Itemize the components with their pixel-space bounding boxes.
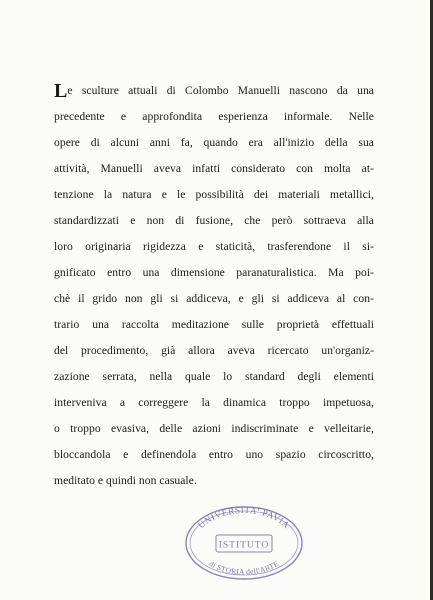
line-text: e sculture attuali di Colombo Manuelli nascono da una: [67, 84, 374, 97]
stamp-top-text: UNIVERSITA' PAVIA: [196, 504, 292, 531]
paragraph-line-8: gnificato entro una dimensione paranaturalistica. Ma poi-: [54, 266, 374, 279]
paragraph-line-2: precedente e approfondita esperienza informale. Nelle: [54, 110, 374, 123]
paragraph-line-11: del procedimento, già allora aveva ricercato un'organiz-: [54, 344, 374, 357]
paragraph-line-13: interveniva a correggere la dinamica troppo impetuosa,: [54, 396, 374, 409]
stamp-center-text: ISTITUTO: [218, 540, 270, 551]
paragraph-line-7: loro originaria rigidezza e staticità, trasferendone il si-: [54, 240, 374, 253]
paragraph-line-15: bloccandola e definendola entro uno spazio circoscritto,: [54, 448, 374, 461]
paragraph-line-5: tenzione la natura e le possibilità dei materiali metallici,: [54, 188, 374, 201]
stamp-seal: [180, 503, 308, 581]
paragraph-line-1: [54, 78, 374, 104]
paragraph-line-10: trario una raccolta meditazione sulle proprietà effettuali: [54, 318, 374, 331]
paragraph-line-14: o troppo evasiva, delle azioni indiscriminate e velleitarie,: [54, 422, 374, 435]
paragraph-line-3: opere di alcuni anni fa, quando era all'inizio della sua: [54, 136, 374, 149]
paragraph-line-6: standardizzati e non di fusione, che però sottraeva alla: [54, 214, 374, 227]
paragraph-line-12: zazione serrata, nella quale lo standard degli elementi: [54, 370, 374, 383]
paragraph-line-9: chè il grido non gli si addiceva, e gli si addiceva al con-: [54, 292, 374, 305]
drop-cap: L: [54, 80, 68, 102]
paragraph-line-4: attività, Manuelli aveva infatti considerato con molta at-: [54, 162, 374, 175]
body-paragraph: [54, 78, 374, 494]
library-stamp: [180, 503, 308, 581]
stamp-bottom-text: di STORIA dell'ARTE: [207, 558, 281, 577]
paragraph-line-16: meditato e quindi non casuale.: [54, 474, 197, 487]
